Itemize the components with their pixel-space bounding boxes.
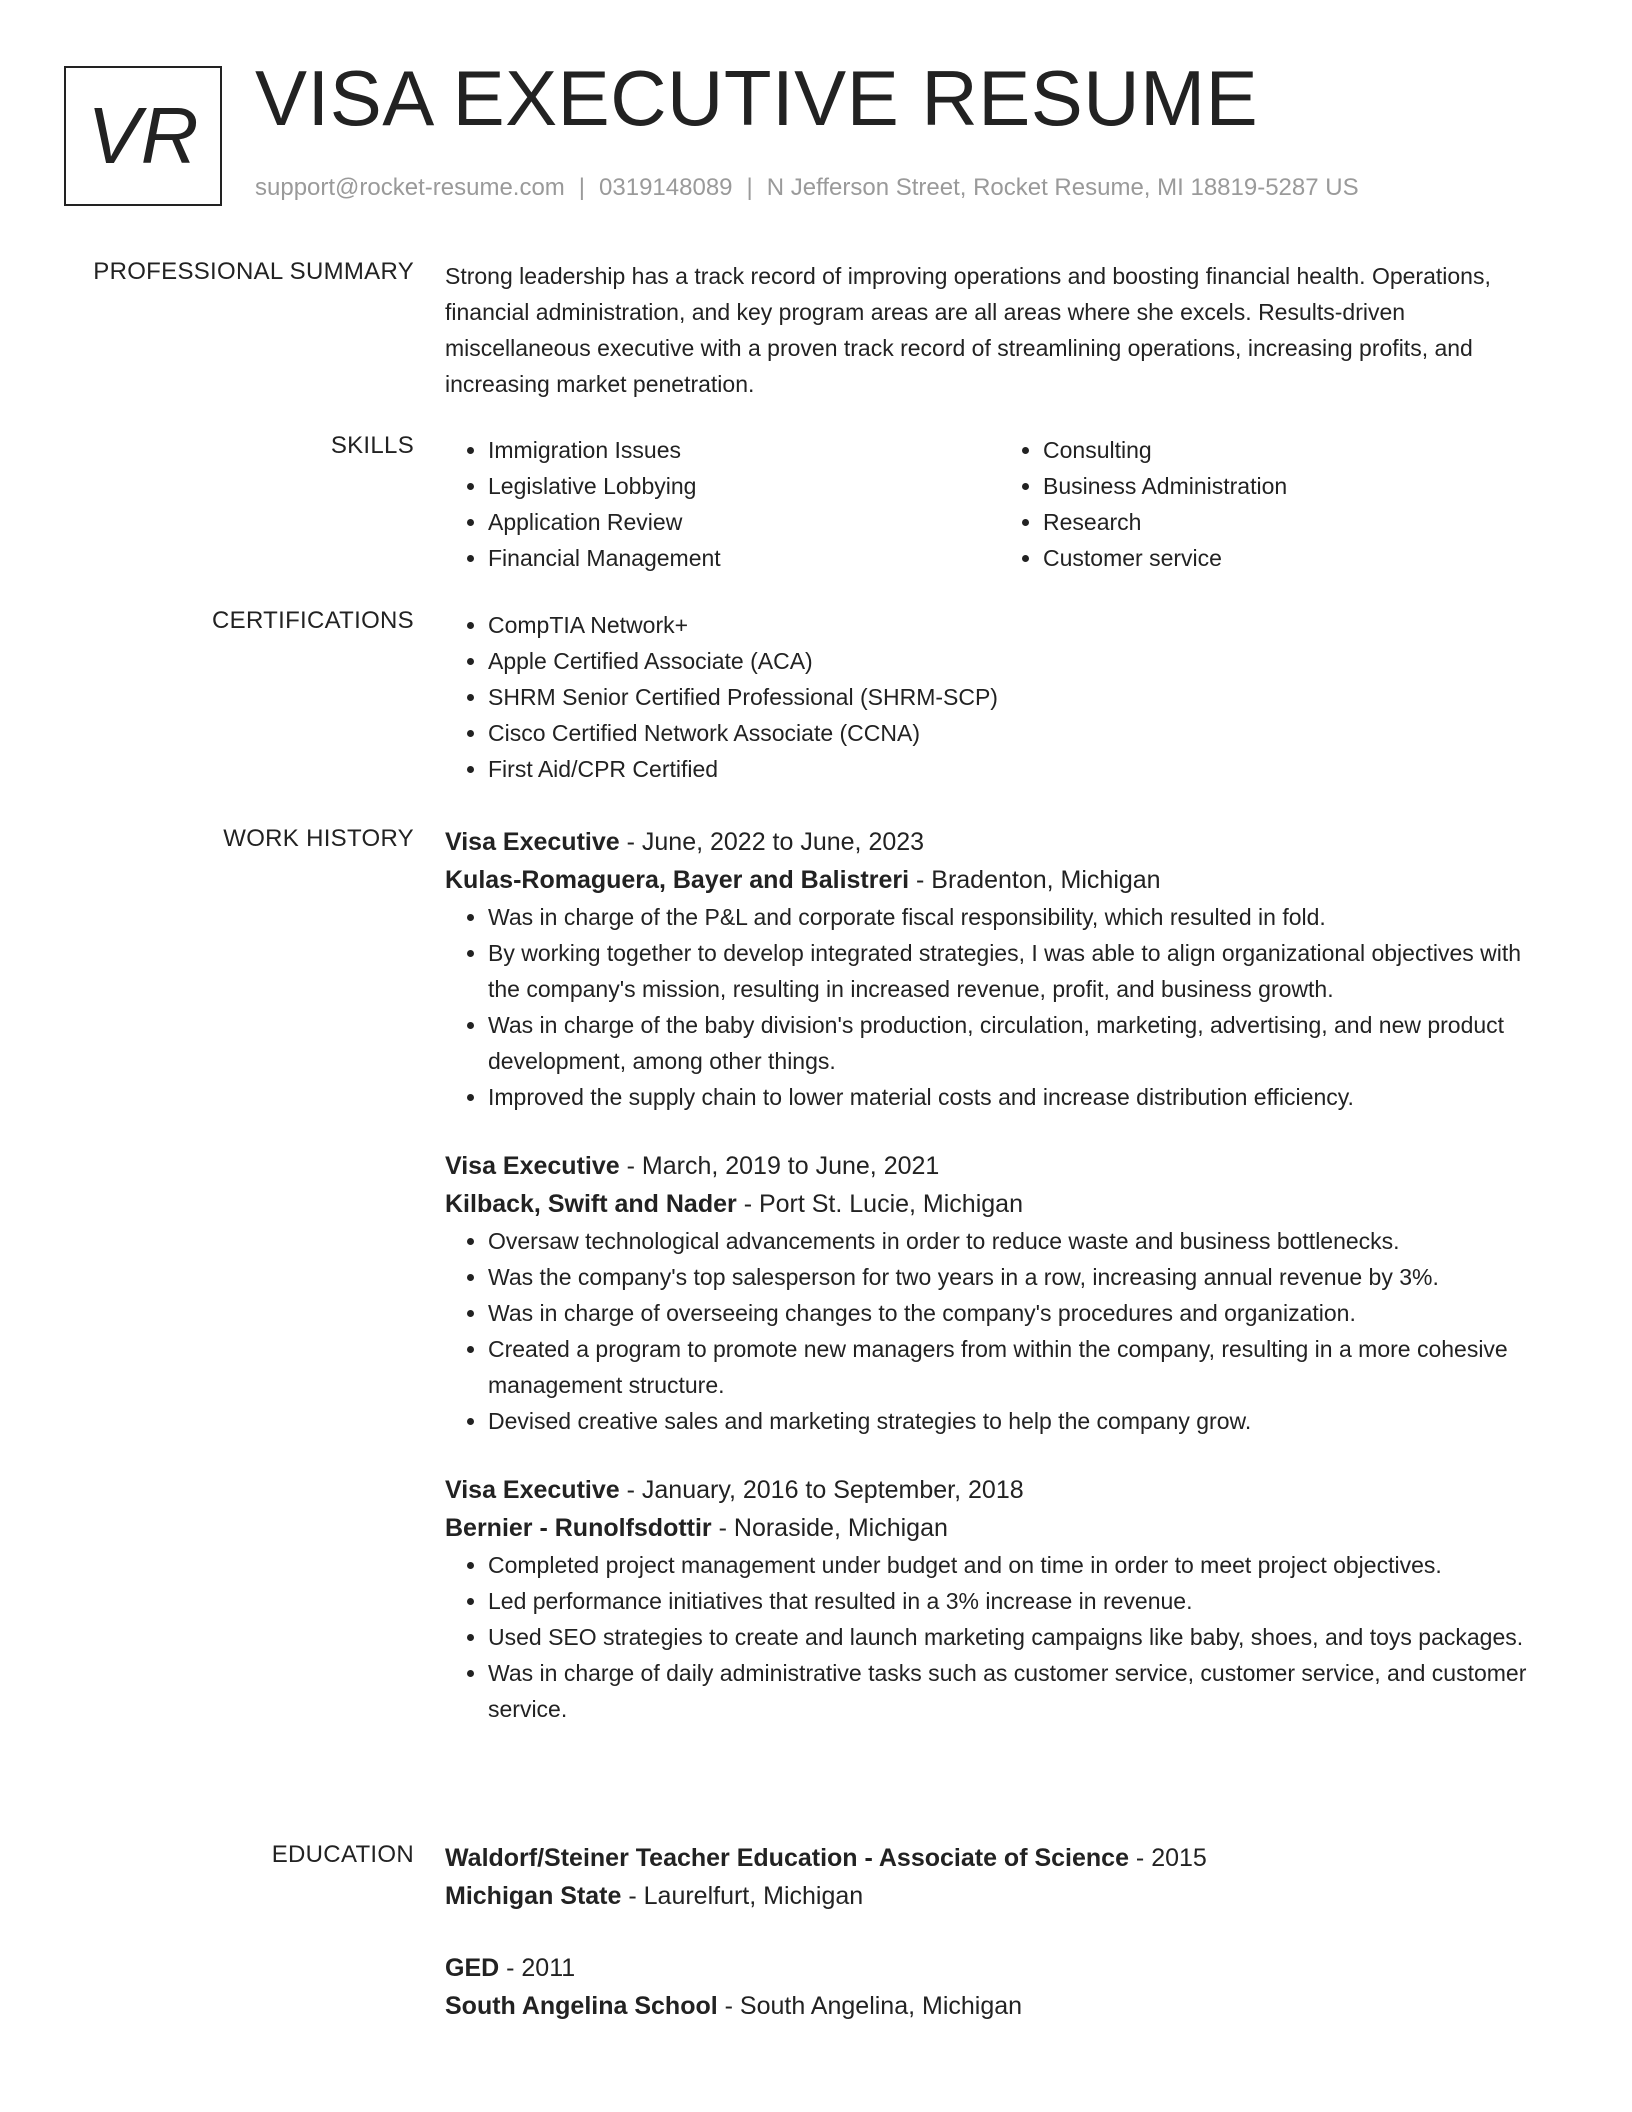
contact-address: N Jefferson Street, Rocket Resume, MI 18819-5287 US bbox=[766, 174, 1359, 201]
education-degree: Waldorf/Steiner Teacher Education - Associate of Science bbox=[445, 1844, 1129, 1872]
education-location: - South Angelina, Michigan bbox=[717, 1992, 1023, 2020]
education-entry bbox=[445, 1839, 1555, 1915]
certification-item: • CompTIA Network+ bbox=[488, 607, 1555, 643]
job-title-line bbox=[445, 1471, 1555, 1509]
job-bullet: • Created a program to promote new managers from within the company, resulting in a more cohesive management structure. bbox=[488, 1331, 1555, 1403]
skills-list-left bbox=[445, 432, 1000, 576]
education-school-line bbox=[445, 1987, 1555, 2025]
education-year: - 2011 bbox=[499, 1954, 576, 1982]
job-location: - Noraside, Michigan bbox=[711, 1514, 948, 1542]
education-year: - 2015 bbox=[1128, 1844, 1207, 1872]
skill-item: • Financial Management bbox=[488, 540, 1000, 576]
certification-item: • SHRM Senior Certified Professional (SHRM-SCP) bbox=[488, 679, 1555, 715]
section-label-education: EDUCATION bbox=[271, 1841, 414, 1868]
contact-separator: | bbox=[578, 174, 586, 201]
job-company: Kulas-Romaguera, Bayer and Balistreri bbox=[445, 866, 910, 894]
contact-email: support@rocket-resume.com bbox=[255, 174, 565, 201]
job-bullet: • Was the company's top salesperson for two years in a row, increasing annual revenue by 3%. bbox=[488, 1259, 1555, 1295]
job-company: Bernier - Runolfsdottir bbox=[445, 1514, 712, 1542]
job-bullet: • Devised creative sales and marketing strategies to help the company grow. bbox=[488, 1403, 1555, 1439]
skill-item: • Legislative Lobbying bbox=[488, 468, 1000, 504]
skill-item: • Immigration Issues bbox=[488, 432, 1000, 468]
monogram-logo: VR bbox=[64, 66, 222, 206]
job-bullet: • Used SEO strategies to create and launch marketing campaigns like baby, shoes, and toys packages. bbox=[488, 1619, 1555, 1655]
job-entry bbox=[445, 1471, 1555, 1727]
education-school: South Angelina School bbox=[445, 1992, 718, 2020]
job-bullet: • Improved the supply chain to lower material costs and increase distribution efficiency. bbox=[488, 1079, 1555, 1115]
education-location: - Laurelfurt, Michigan bbox=[621, 1882, 864, 1910]
job-bullet: • Was in charge of overseeing changes to the company's procedures and organization. bbox=[488, 1295, 1555, 1331]
section-label-skills: SKILLS bbox=[330, 432, 414, 459]
job-title: Visa Executive bbox=[445, 1476, 620, 1504]
job-company: Kilback, Swift and Nader bbox=[445, 1190, 737, 1218]
education-school-line bbox=[445, 1877, 1555, 1915]
education-degree-line bbox=[445, 1839, 1555, 1877]
job-location: - Port St. Lucie, Michigan bbox=[736, 1190, 1023, 1218]
skills-list-right bbox=[1000, 432, 1555, 576]
job-title: Visa Executive bbox=[445, 1152, 620, 1180]
job-bullet: • Was in charge of daily administrative tasks such as customer service, customer service, and customer service. bbox=[488, 1655, 1555, 1727]
section-label-summary: PROFESSIONAL SUMMARY bbox=[93, 258, 414, 285]
resume-title: VISA EXECUTIVE RESUME bbox=[255, 54, 1259, 142]
skill-item: • Application Review bbox=[488, 504, 1000, 540]
section-label-certifications: CERTIFICATIONS bbox=[212, 607, 414, 634]
job-entry bbox=[445, 823, 1555, 1115]
education-school: Michigan State bbox=[445, 1882, 622, 1910]
job-company-line bbox=[445, 861, 1555, 899]
job-title-line bbox=[445, 1147, 1555, 1185]
certification-item: • Cisco Certified Network Associate (CCNA) bbox=[488, 715, 1555, 751]
job-dates: - March, 2019 to June, 2021 bbox=[619, 1152, 940, 1180]
education-degree: GED bbox=[445, 1954, 500, 1982]
job-dates: - June, 2022 to June, 2023 bbox=[619, 828, 925, 856]
job-title-line bbox=[445, 823, 1555, 861]
contact-separator: | bbox=[746, 174, 753, 201]
education-entry bbox=[445, 1949, 1555, 2025]
job-bullet: • Completed project management under budget and on time in order to meet project objectives. bbox=[488, 1547, 1555, 1583]
contact-phone: 0319148089 bbox=[599, 174, 733, 201]
job-bullets bbox=[445, 1547, 1555, 1727]
skill-item: • Research bbox=[1043, 504, 1555, 540]
certification-item: • First Aid/CPR Certified bbox=[488, 751, 1555, 787]
certification-item: • Apple Certified Associate (ACA) bbox=[488, 643, 1555, 679]
skill-item: • Consulting bbox=[1043, 432, 1555, 468]
job-bullet: • By working together to develop integrated strategies, I was able to align organizational objectives with the company's mission, resulting in increased revenue, profit, and business growth. bbox=[488, 935, 1555, 1007]
certifications-list bbox=[445, 607, 1555, 787]
job-dates: - January, 2016 to September, 2018 bbox=[619, 1476, 1024, 1504]
job-bullet: • Led performance initiatives that resulted in a 3% increase in revenue. bbox=[488, 1583, 1555, 1619]
education-degree-line bbox=[445, 1949, 1555, 1987]
skill-item: • Customer service bbox=[1043, 540, 1555, 576]
contact-line bbox=[255, 174, 1359, 202]
job-company-line bbox=[445, 1185, 1555, 1223]
section-label-work-history: WORK HISTORY bbox=[223, 825, 414, 852]
summary-text: Strong leadership has a track record of improving operations and boosting financial health. Operations, financial administration, and key program areas are all areas where she excels. Results-driven miscellaneous executive with a proven track record of streamlining operations, increasing profits, and increasing market penetration. bbox=[445, 263, 1491, 397]
job-bullet: • Was in charge of the baby division's production, circulation, marketing, advertising, and new product development, among other things. bbox=[488, 1007, 1555, 1079]
job-entry bbox=[445, 1147, 1555, 1439]
job-location: - Bradenton, Michigan bbox=[909, 866, 1161, 894]
job-title: Visa Executive bbox=[445, 828, 620, 856]
skill-item: • Business Administration bbox=[1043, 468, 1555, 504]
job-bullet: • Was in charge of the P&L and corporate fiscal responsibility, which resulted in fold. bbox=[488, 899, 1555, 935]
job-bullets bbox=[445, 899, 1555, 1115]
job-bullet: • Oversaw technological advancements in order to reduce waste and business bottlenecks. bbox=[488, 1223, 1555, 1259]
job-company-line bbox=[445, 1509, 1555, 1547]
job-bullets bbox=[445, 1223, 1555, 1439]
